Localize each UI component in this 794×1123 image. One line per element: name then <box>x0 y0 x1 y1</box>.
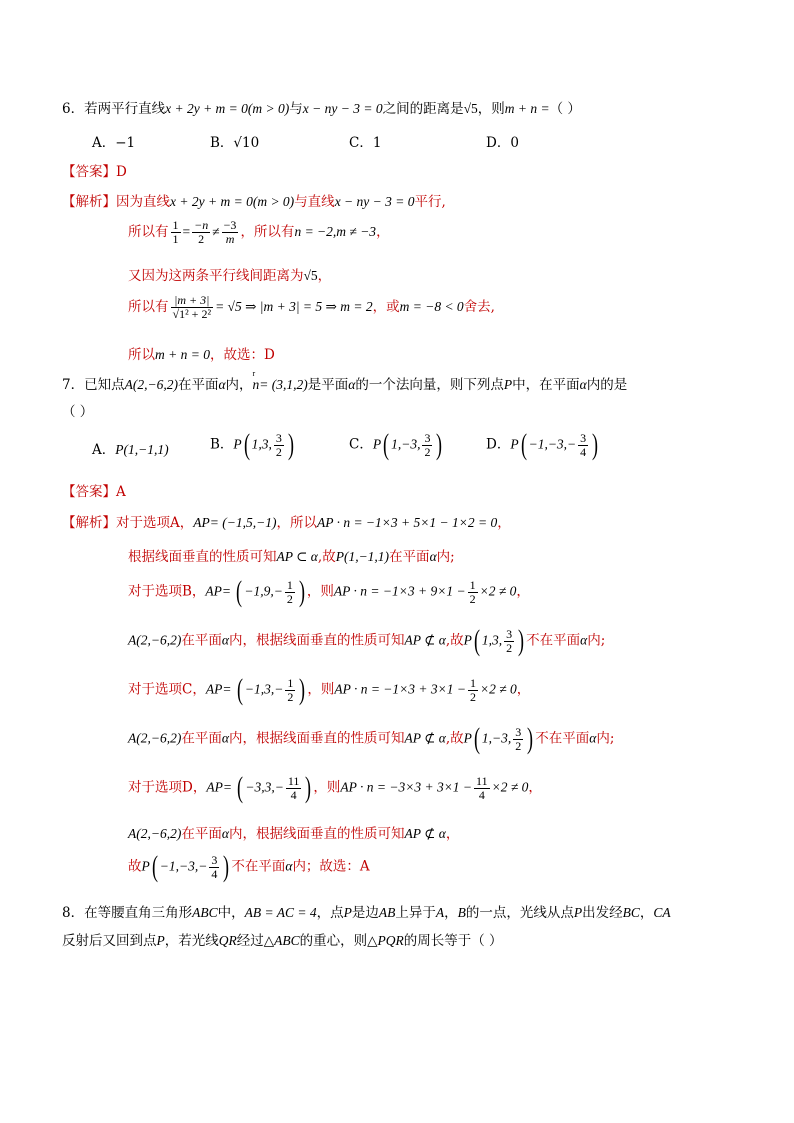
q7-option-c: C．P( 1,−3, $\frac{3}{2}$ ) <box>349 428 443 461</box>
q7-explanation-d2: A(2,−6,2)在平面α内，根据线面垂直的性质可知AP ⊄ α， <box>128 826 460 842</box>
q6-option-d: D．0 <box>486 135 519 151</box>
q7-explanation-a: 【解析】对于选项A，AP= (−1,5,−1)，所以AP · n = −1×3 + 5×1 − 1×2 = 0， <box>62 515 511 531</box>
q7-option-a: A．P(1,−1,1) <box>92 442 169 458</box>
q7-explanation-b: 对于选项B，AP= ( −1,9,− $\frac{1}{2}$ ) ，则AP · n = −1×3 + 9×1 − $\frac{1}{2}$ ×2 ≠ 0， <box>128 575 530 608</box>
q7-stem: 7．已知点A(2,−6,2)在平面α内， r n= (3,1,2)是平面α的一个法向量，则下列点P中，在平面α内的是 <box>62 369 628 393</box>
q8-stem-1: 8．在等腰直角三角形ABC中，AB = AC = 4，点P是边AB上异于A，B的一点，光线从点P出发经BC，CA <box>62 905 671 921</box>
q7-explanation-b2: A(2,−6,2)在平面α内，根据线面垂直的性质可知AP ⊄ α,故P( 1,3, $\frac{3}{2}$ ) 不在平面α内; <box>128 624 606 657</box>
question-number: 8． <box>62 905 85 921</box>
q6-option-a: A．−1 <box>92 135 136 151</box>
q7-explanation-d: 对于选项D，AP= ( −3,3,− $\frac{11}{4}$ ) ，则AP · n = −3×3 + 3×1 − $\frac{11}{4}$ ×2 ≠ 0， <box>128 771 542 804</box>
question-number: 7． <box>62 377 85 393</box>
q7-option-b: B．P( 1,3, $\frac{3}{2}$ ) <box>210 428 294 461</box>
q7-explanation-a2: 根据线面垂直的性质可知AP ⊂ α,故P(1,−1,1)在平面α内; <box>128 549 455 565</box>
question-number: 6． <box>62 101 85 117</box>
q6-explanation-2: 所以有 $\frac{1}{1}$ = $\frac{-n}{2}$ ≠ $\frac{-3}{m}$ ，所以有n = −2,m ≠ −3， <box>128 218 390 246</box>
q7-answer: 【答案】A <box>62 484 126 500</box>
q6-explanation-1: 【解析】因为直线x + 2y + m = 0(m > 0)与直线x − ny − 3 = 0平行, <box>62 194 446 210</box>
q6-explanation-3: 又因为这两条平行线间距离为√5， <box>128 268 332 284</box>
q7-option-d: D．P( −1,−3,− $\frac{3}{4}$ ) <box>486 428 599 461</box>
q7-stem-paren: （ ） <box>62 404 94 420</box>
q7-explanation-c2: A(2,−6,2)在平面α内，根据线面垂直的性质可知AP ⊄ α,故P( 1,−3, $\frac{3}{2}$ ) 不在平面α内; <box>128 722 615 755</box>
q6-option-c: C．1 <box>349 135 382 151</box>
q6-option-b: B．√10 <box>210 135 260 151</box>
q6-stem: 6．若两平行直线x + 2y + m = 0(m > 0)与x − ny − 3 = 0之间的距离是√5，则m + n =（ ） <box>62 101 581 117</box>
q7-explanation-d3: 故P( −1,−3,− $\frac{3}{4}$ ) 不在平面α内；故选：A <box>128 850 370 883</box>
q6-answer: 【答案】D <box>62 164 127 180</box>
q7-explanation-c: 对于选项C，AP= ( −1,3,− $\frac{1}{2}$ ) ，则AP · n = −1×3 + 3×1 − $\frac{1}{2}$ ×2 ≠ 0， <box>128 673 531 706</box>
q6-explanation-4: 所以有 $\frac{|m + 3|}{\text{√1² + 2²}}$ = √5 ⇒ |m + 3| = 5 ⇒ m = 2，或m = −8 < 0舍去, <box>128 293 495 321</box>
q8-stem-2: 反射后又回到点P，若光线QR经过△ABC的重心，则△PQR的周长等于（ ） <box>62 933 503 949</box>
q6-explanation-5: 所以m + n = 0，故选：D <box>128 347 275 363</box>
